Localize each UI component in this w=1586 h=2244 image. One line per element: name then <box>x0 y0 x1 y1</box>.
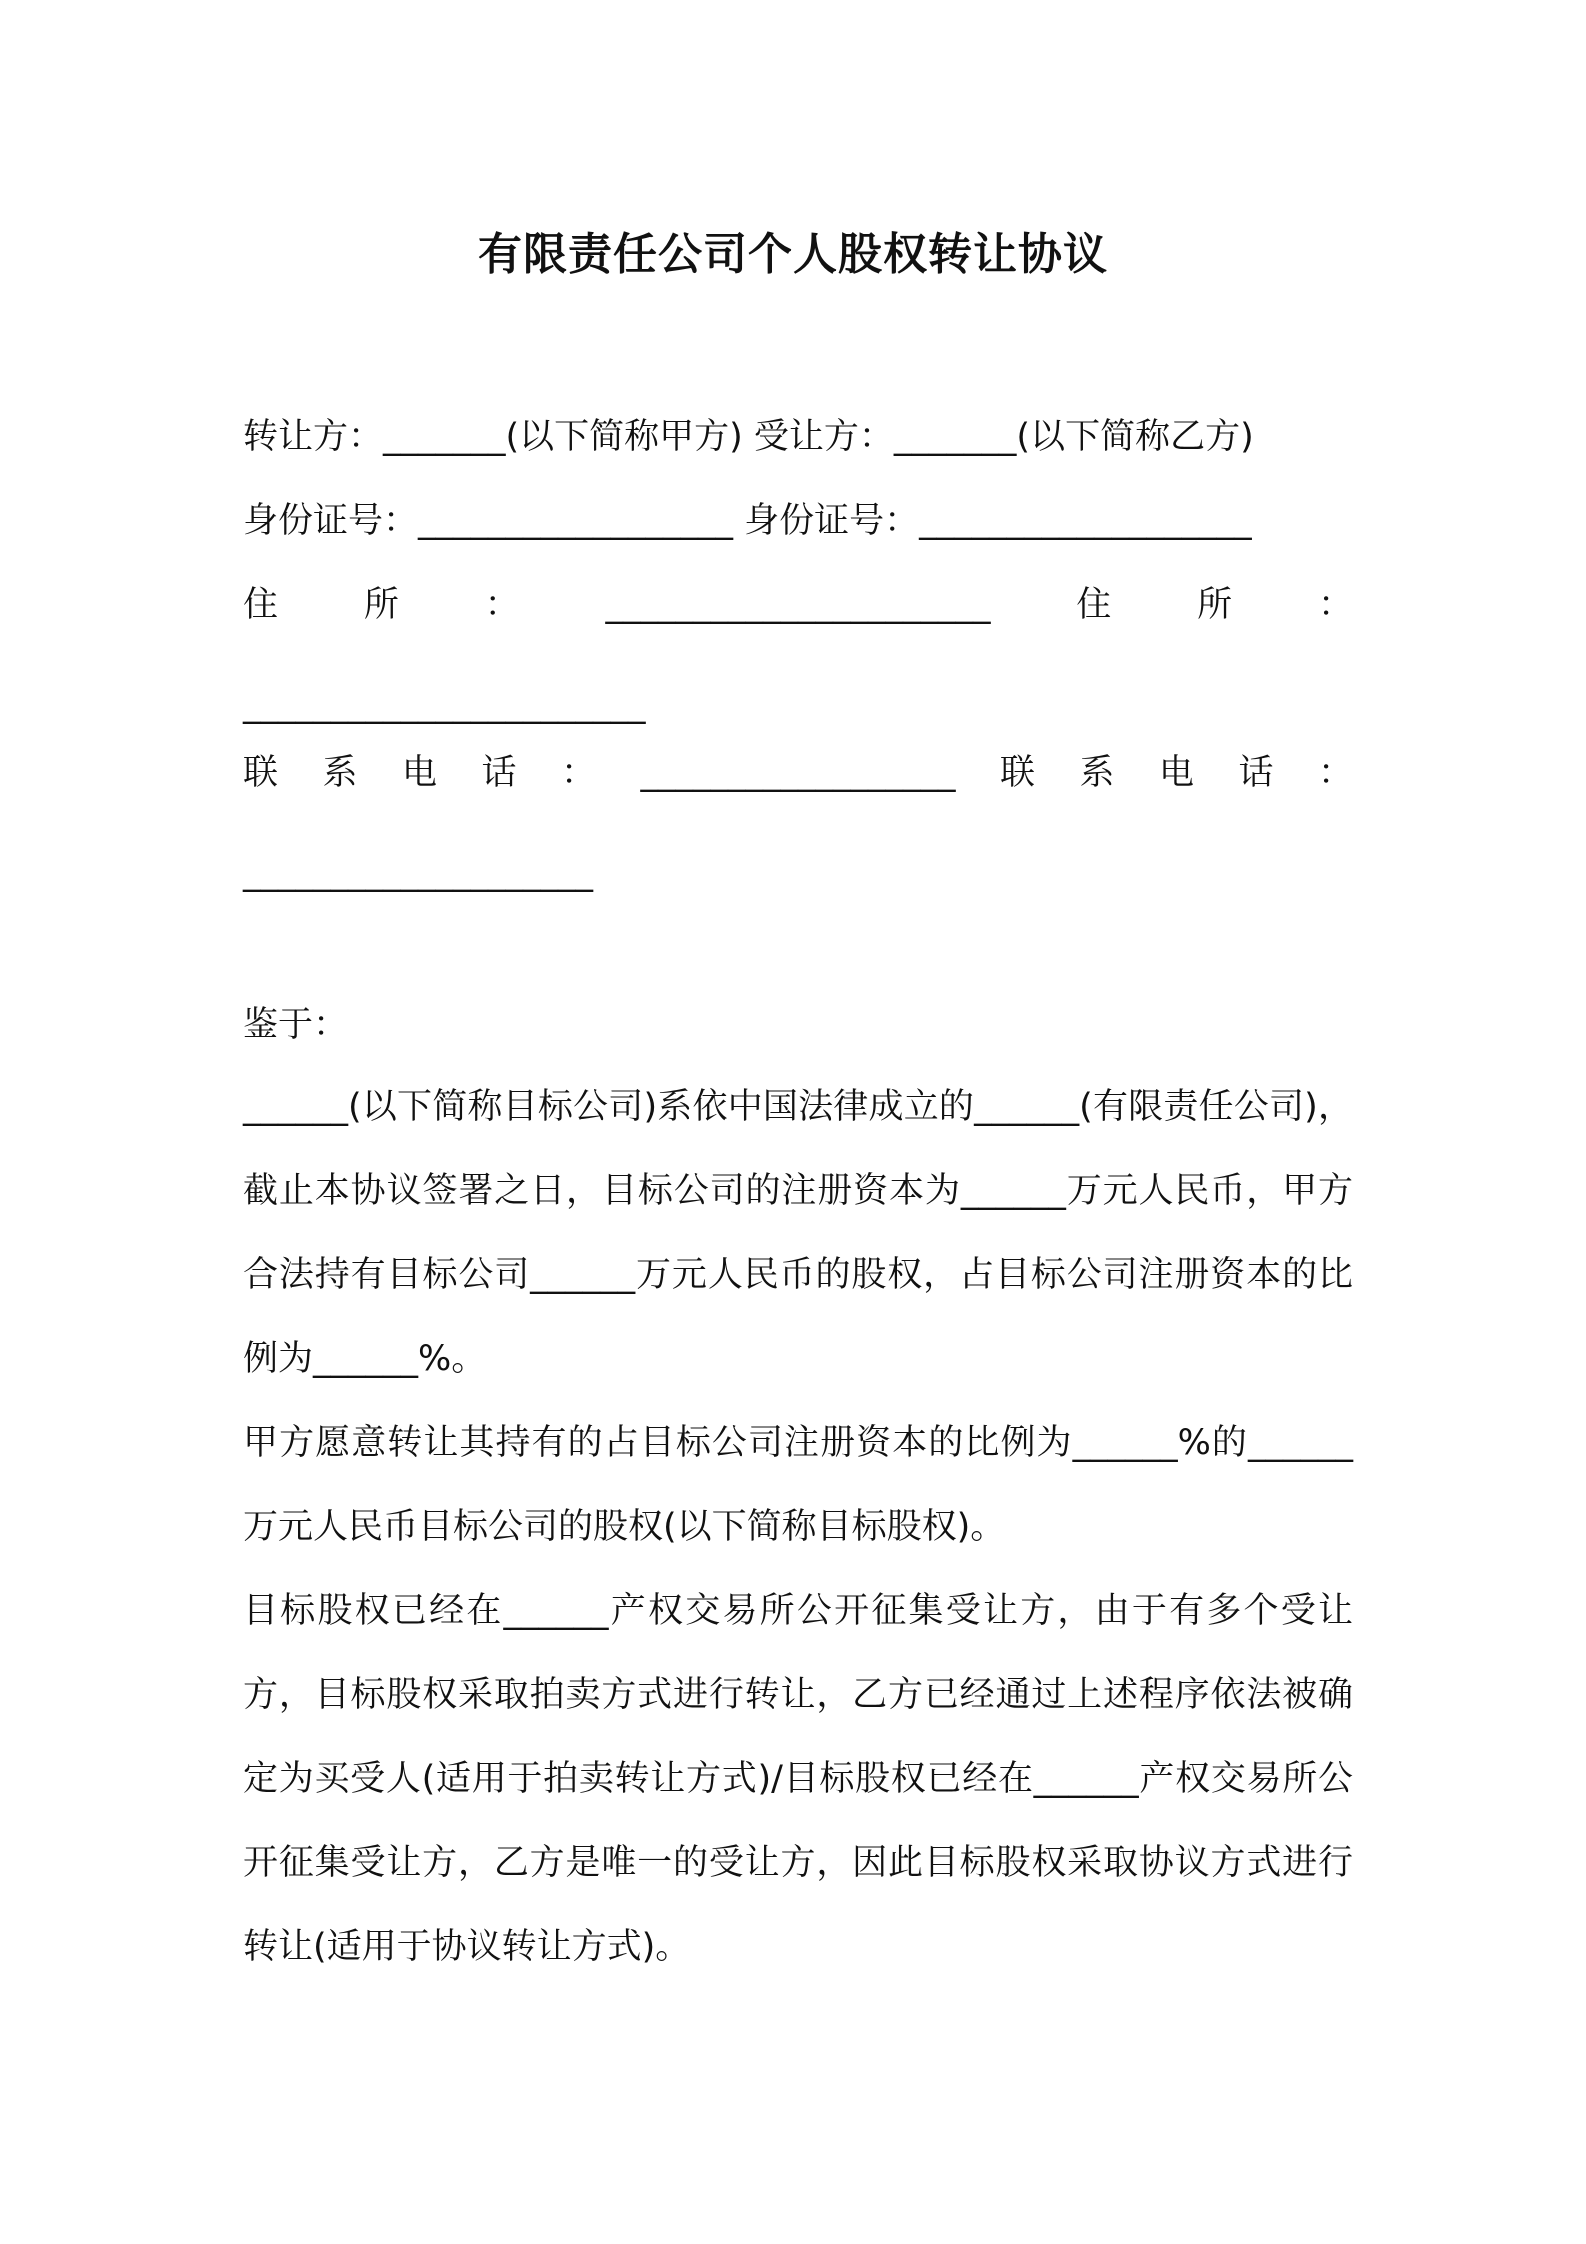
phone-left-colon: ： <box>561 753 597 793</box>
address-left-char-1: 住 <box>243 585 279 625</box>
phone-left-char-4: 话 <box>481 753 517 793</box>
parties-line-address <box>243 580 1353 630</box>
phone-right-char-3: 电 <box>1158 753 1194 793</box>
recital-paragraph-transfer-intent: 甲方愿意转让其持有的占目标公司注册资本的比例为______%的______万元人民币目标公司的股权(以下简称目标股权)。 <box>243 1423 1353 1547</box>
address-left-blank: ______________________ <box>605 585 991 625</box>
parties-line-names: 转让方：_______(以下简称甲方) 受让方：_______(以下简称乙方) <box>243 417 1254 457</box>
address-left-char-2: 所 <box>363 585 399 625</box>
phone-right-char-4: 话 <box>1238 753 1274 793</box>
recital-paragraph-company: ______(以下简称目标公司)系依中国法律成立的______(有限责任公司)，截止本协议签署之日，目标公司的注册资本为______万元人民币，甲方合法持有目标公司______万元人民币的股权，占目标公司注册资本的比例为______%。 <box>243 1087 1353 1379</box>
address-continuation-blank: _______________________ <box>243 685 646 725</box>
phone-right-char-1: 联 <box>999 753 1035 793</box>
parties-line-id-numbers: 身份证号：__________________ 身份证号：___________________ <box>243 501 1252 541</box>
phone-left-char-3: 电 <box>402 753 438 793</box>
address-left-colon: ： <box>484 585 520 625</box>
phone-left-char-2: 系 <box>322 753 358 793</box>
recitals-heading: 鉴于： <box>243 1005 349 1045</box>
address-right-char-1: 住 <box>1076 585 1112 625</box>
phone-continuation-blank: ____________________ <box>243 853 593 893</box>
document-title: 有限责任公司个人股权转让协议 <box>478 229 1108 280</box>
phone-left-blank: __________________ <box>640 753 956 793</box>
recital-paragraph-transfer-method: 目标股权已经在______产权交易所公开征集受让方，由于有多个受让方，目标股权采取拍卖方式进行转让，乙方已经通过上述程序依法被确定为买受人(适用于拍卖转让方式)/目标股权已经在______产权交易所公开征集受让方，乙方是唯一的受让方，因此目标股权采取协议方式进行转让(适用于协议转让方式)。 <box>243 1591 1353 1967</box>
phone-right-colon: ： <box>1317 753 1353 793</box>
address-right-char-2: 所 <box>1197 585 1233 625</box>
phone-left-char-1: 联 <box>243 753 279 793</box>
address-right-colon: ： <box>1317 585 1353 625</box>
phone-right-char-2: 系 <box>1079 753 1115 793</box>
parties-line-phone <box>243 748 1353 798</box>
